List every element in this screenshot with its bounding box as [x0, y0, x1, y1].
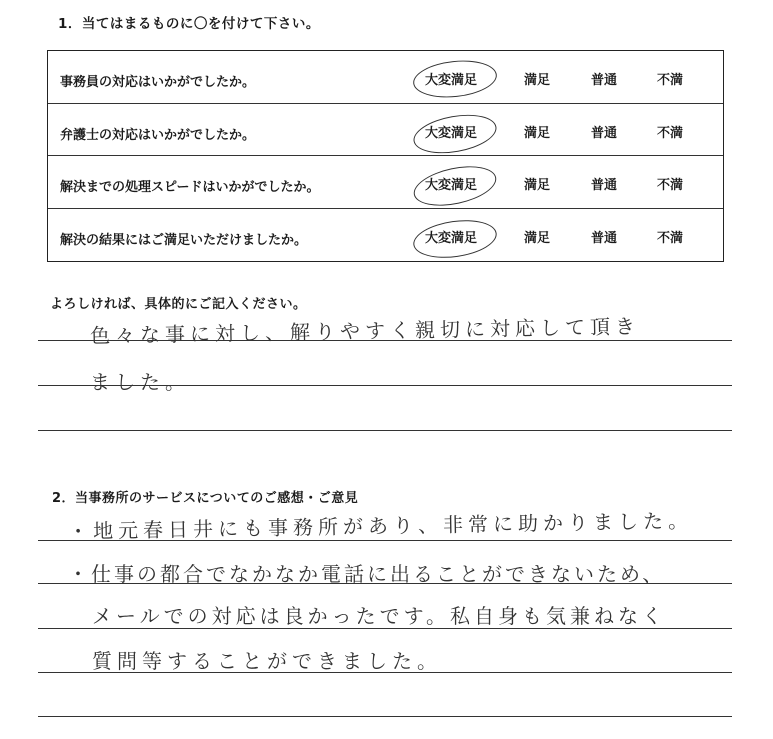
option-satisfied: 満足 — [524, 230, 551, 246]
option-satisfied: 満足 — [524, 178, 551, 193]
question-text: 弁護士の対応はいかがでしたか。 — [60, 127, 256, 143]
question-text: 解決までの処理スピードはいかがでしたか。 — [60, 180, 320, 195]
option-neutral: 普通 — [591, 230, 618, 246]
handwritten-feedback-line: 質問等することができました。 — [92, 649, 442, 673]
writing-line — [38, 540, 732, 541]
option-neutral: 普通 — [591, 125, 618, 141]
writing-line — [38, 628, 732, 629]
writing-line — [38, 430, 732, 431]
option-dissatisfied: 不満 — [657, 230, 684, 246]
option-very-satisfied: 大変満足 — [425, 178, 478, 193]
handwritten-feedback-line: ・仕事の都合でなかなか電話に出ることができないため、 — [68, 562, 666, 586]
handwritten-comment-line: ました。 — [90, 370, 190, 394]
option-dissatisfied: 不満 — [657, 178, 684, 193]
table-row — [48, 51, 723, 104]
writing-line — [38, 716, 732, 717]
table-row — [48, 209, 723, 262]
writing-line — [38, 583, 732, 584]
writing-line — [38, 340, 732, 341]
question-text: 事務員の対応はいかがでしたか。 — [60, 75, 256, 90]
handwritten-feedback-line: メールでの対応は良かったです。私自身も気兼ねなく — [92, 604, 666, 628]
option-dissatisfied: 不満 — [657, 125, 684, 141]
writing-line — [38, 672, 732, 673]
satisfaction-table — [47, 50, 724, 262]
comment-prompt: よろしければ、具体的にご記入ください。 — [50, 297, 307, 312]
section1-heading: 1．当てはまるものに〇を付けて下さい。 — [58, 16, 320, 32]
option-satisfied: 満足 — [524, 73, 551, 88]
option-satisfied: 満足 — [524, 125, 551, 141]
table-row — [48, 104, 723, 157]
option-very-satisfied: 大変満足 — [425, 125, 478, 141]
option-neutral: 普通 — [591, 73, 618, 88]
handwritten-feedback-line: ・地元春日井にも事務所があり、非常に助かりました。 — [67, 508, 694, 544]
table-row — [48, 156, 723, 209]
question-text: 解決の結果にはご満足いただけましたか。 — [60, 232, 308, 248]
writing-line — [38, 385, 732, 386]
option-dissatisfied: 不満 — [657, 73, 684, 88]
option-very-satisfied: 大変満足 — [425, 230, 478, 246]
option-neutral: 普通 — [591, 178, 618, 193]
handwritten-comment-line: 色々な事に対し、解りやすく親切に対応して頂き — [89, 314, 641, 348]
section2-heading: 2．当事務所のサービスについてのご感想・ご意見 — [52, 491, 359, 506]
option-very-satisfied: 大変満足 — [425, 73, 478, 88]
